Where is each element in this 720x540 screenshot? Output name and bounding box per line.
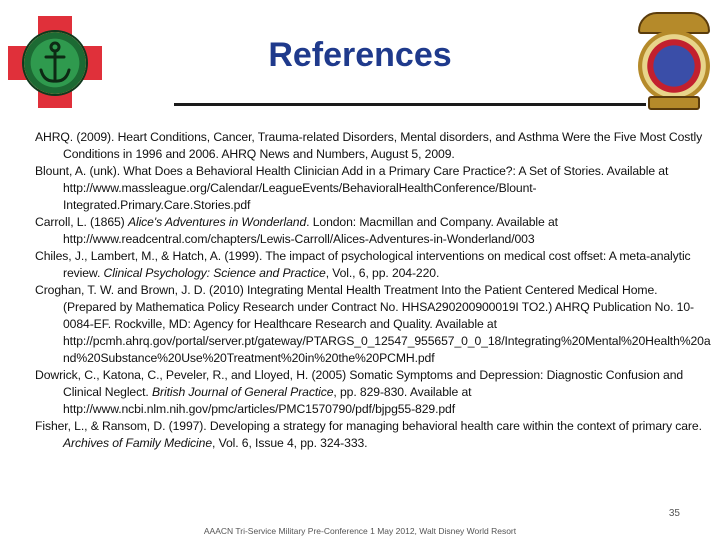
reference-entry <box>35 129 711 163</box>
reference-entry <box>35 248 711 282</box>
reference-list <box>35 129 711 452</box>
reference-entry <box>35 214 711 248</box>
reference-text: AHRQ. (2009). Heart Conditions, Cancer, Trauma-related Disorders, Mental disorders, and Asthma Were the Five Most Costly Conditions in 1996 and 2006. AHRQ News and Numbers, August 5, 2009. <box>35 130 703 161</box>
title-divider <box>174 103 646 106</box>
reference-text-tail: , Vol., 6, pp. 204-220. <box>325 266 440 280</box>
reference-entry <box>35 163 711 214</box>
reference-entry <box>35 282 711 367</box>
reference-text: Dowrick, C., Katona, C., Peveler, R., and Lloyed, H. (2005) Somatic Symptoms and Depression: Diagnostic Confusion and Clinical Neglect. <box>35 368 684 399</box>
reference-text: Blount, A. (unk). What Does a Behavioral Health Clinician Add in a Primary Care Practice?: A Set of Stories. Available at http://www.massleague.org/Calendar/LeagueEvents/BehavioralHealthConference/Blount-Integrated.Primary.Care.Stories.pdf <box>35 164 669 212</box>
reference-text-tail: , Vol. 6, Issue 4, pp. 324-333. <box>212 436 368 450</box>
reference-text-tail: . London: Macmillan and Company. Available at http://www.readcentral.com/chapters/Lewis-Carroll/Alices-Adventures-in-Wonderland/003 <box>63 215 558 246</box>
reference-text: Fisher, L., & Ransom, D. (1997). Developing a strategy for managing behavioral health care within the context of primary care. <box>35 419 702 433</box>
naval-hospital-badge <box>634 12 714 112</box>
page-title: References <box>268 36 452 74</box>
reference-text-tail: , pp. 829-830. Available at http://www.ncbi.nlm.nih.gov/pmc/articles/PMC1570790/pdf/bjpg55-829.pdf <box>63 385 472 416</box>
reference-source-title: Clinical Psychology: Science and Practice <box>103 266 326 280</box>
reference-entry <box>35 418 711 452</box>
page-number: 35 <box>668 508 680 519</box>
badge-seal-icon <box>638 30 710 102</box>
reference-text: Carroll, L. (1865) <box>35 215 128 229</box>
reference-source-title: British Journal of General Practice <box>151 385 334 399</box>
reference-source-title: Alice's Adventures in Wonderland <box>127 215 307 229</box>
reference-entry <box>35 367 711 418</box>
badge-banner-bottom <box>648 96 700 110</box>
footer-text: AAACN Tri-Service Military Pre-Conference 1 May 2012, Walt Disney World Resort <box>203 526 517 536</box>
reference-text: Croghan, T. W. and Brown, J. D. (2010) Integrating Mental Health Treatment Into the Patient Centered Medical Home. (Prepared by Mathematica Policy Research under Contract No. HHSA290200900019I TO2.) AHRQ Publication No. 10-0084-EF. Rockville, MD: Agency for Healthcare Research and Quality. Available at http://pcmh.ahrq.gov/portal/server.pt/gateway/PTARGS_0_12547_955657_0_0_18/Integrating%20Mental%20Health%20and%20Substance%20Use%20Treatment%20in%20the%20PCMH.pdf <box>35 283 711 365</box>
reference-source-title: Archives of Family Medicine <box>63 436 213 450</box>
reference-text: Chiles, J., Lambert, M., & Hatch, A. (1999). The impact of psychological interventions on medical cost offset: A meta-analytic review. <box>35 249 691 280</box>
